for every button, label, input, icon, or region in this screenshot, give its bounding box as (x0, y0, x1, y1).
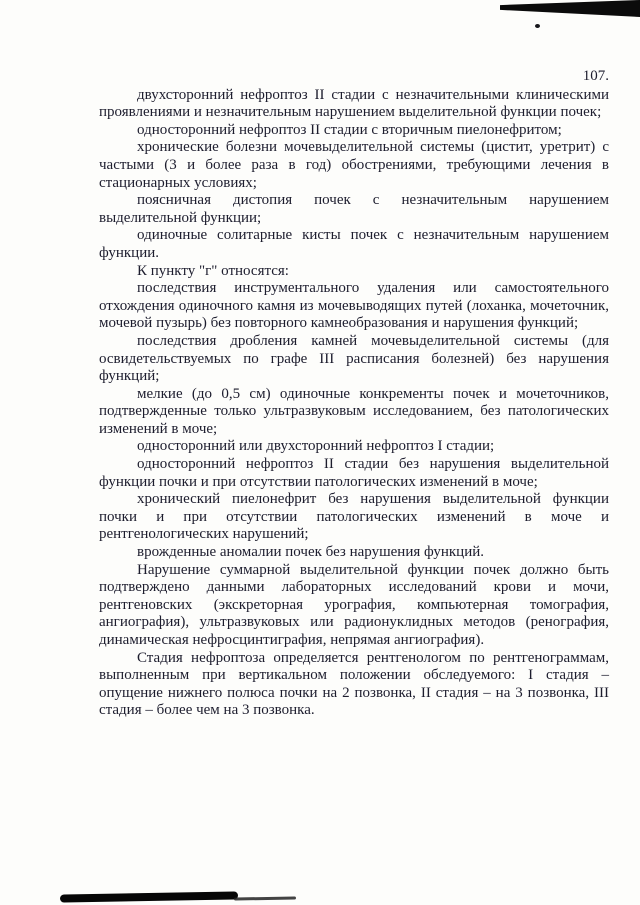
scan-artifact-bottom-left (60, 891, 238, 902)
paragraph: последствия инструментального удаления или самостоятельного отхождения одиночного камня из мочевыводящих путей (лоханка, мочеточник, мочевой пузырь) без повторного камнеобразования и нарушения функций; (99, 280, 609, 332)
paragraph: Нарушение суммарной выделительной функции почек должно быть подтверждено данными лабораторных исследований крови и мочи, рентгеновских (экскреторная урография, компьютерная томография, ангиография), ультразвуковых или радионуклидных методов (ренография, динамическая нефросцинтиграфия, непрямая ангиография). (99, 561, 609, 648)
paragraph: врожденные аномалии почек без нарушения функций. (137, 544, 484, 561)
scan-artifact-dot (535, 24, 540, 28)
paragraph: поясничная дистопия почек с незначительным нарушением выделительной функции; (99, 192, 609, 226)
page-number: 107. (582, 68, 609, 84)
paragraph: К пункту "г" относятся: (137, 262, 289, 279)
paragraph: Стадия нефроптоза определяется рентгенологом по рентгенограммам, выполненным при вертикальном положении обследуемого: I стадия – опущение нижнего полюса почки на 2 позвонка, II стадия – на 3 позвонка, III стадия – более чем на 3 позвонка. (99, 649, 609, 719)
paragraph: хронический пиелонефрит без нарушения выделительной функции почки и при отсутствии патологических изменений в моче и рентгенологических нарушений; (99, 491, 609, 543)
paragraph: двухсторонний нефроптоз II стадии с незначительными клиническими проявлениями и незначительным нарушением выделительной функции почек; (99, 86, 609, 121)
paragraph: последствия дробления камней мочевыделительной системы (для освидетельствуемых по графе III расписания болезней) без нарушения функций; (99, 332, 609, 385)
paragraph: односторонний нефроптоз II стадии с вторичным пиелонефритом; (137, 121, 562, 138)
scan-artifact-bottom-tail (234, 896, 296, 900)
paragraph: одиночные солитарные кисты почек с незначительным нарушением функции. (99, 227, 609, 261)
paragraph: хронические болезни мочевыделительной системы (цистит, уретрит) с частыми (3 и более раза в год) обострениями, требующими лечения в стационарных условиях; (99, 139, 609, 191)
paragraph: мелкие (до 0,5 см) одиночные конкременты почек и мочеточников, подтвержденные только ультразвуковым исследованием, без патологических изменений в моче; (99, 385, 609, 437)
paragraph: односторонний или двухсторонний нефроптоз I стадии; (137, 438, 495, 455)
text-block (99, 68, 609, 720)
scan-artifact-top-right (500, 0, 640, 17)
paragraph: односторонний нефроптоз II стадии без нарушения выделительной функции почки и при отсутствии патологических изменений в моче; (99, 456, 609, 490)
